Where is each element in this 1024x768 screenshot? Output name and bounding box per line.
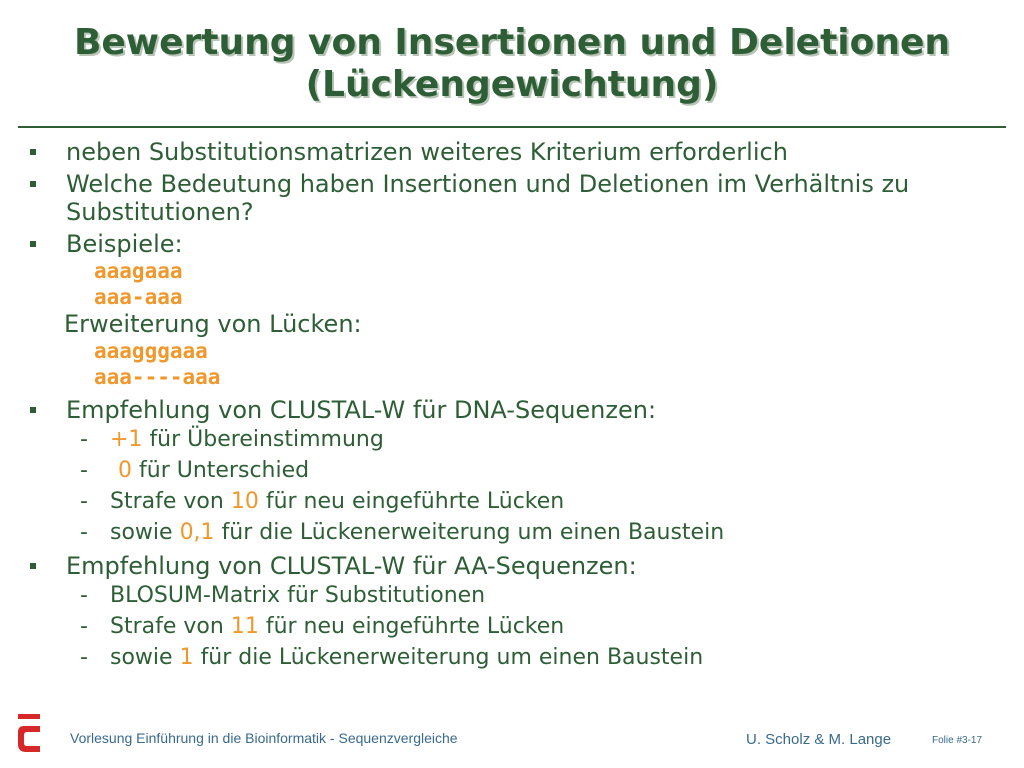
bullet-2: Welche Bedeutung haben Insertionen und Deletionen im Verhältnis zu Substitutionen? [30, 170, 990, 226]
dna-match-item: - +1 für Übereinstimmung [80, 427, 384, 452]
bullet-square-icon [30, 149, 36, 155]
bullet-5: Empfehlung von CLUSTAL-W für AA-Sequenzen: [30, 552, 990, 580]
bullet-square-icon [30, 563, 36, 569]
bullet-square-icon [30, 407, 36, 413]
aa-gap-open-item: - Strafe von 11 für neu eingeführte Lücken [80, 614, 565, 639]
code-example-4: aaa----aaa [94, 365, 221, 389]
slide-title [0, 22, 1024, 106]
aa-matrix-item: - BLOSUM-Matrix für Substitutionen [80, 583, 486, 608]
bullet-4: Empfehlung von CLUSTAL-W für DNA-Sequenzen: [30, 396, 990, 424]
university-logo-icon [16, 714, 42, 754]
bullet-3: Beispiele: [30, 230, 990, 258]
footer-authors: U. Scholz & M. Lange [746, 731, 892, 748]
footer-slide-number: Folie #3-17 [932, 735, 983, 746]
slide-title-line2: (Lückengewichtung) [305, 64, 719, 105]
slide-title-line1: Bewertung von Insertionen und Deletionen [73, 22, 951, 63]
bullet-square-icon [30, 241, 36, 247]
aa-gap-extend-item: - sowie 1 für die Lückenerweiterung um einen Baustein [80, 645, 704, 670]
extension-label: Erweiterung von Lücken: [64, 310, 362, 338]
footer-course: Vorlesung Einführung in die Bioinformatik - Sequenzvergleiche [70, 730, 458, 746]
dna-gap-extend-item: - sowie 0,1 für die Lückenerweiterung um einen Baustein [80, 520, 725, 545]
code-example-2: aaa-aaa [94, 285, 183, 309]
code-example-3: aaagggaaa [94, 339, 208, 363]
dna-gap-open-item: - Strafe von 10 für neu eingeführte Lücken [80, 489, 565, 514]
bullet-square-icon [30, 181, 36, 187]
bullet-1: neben Substitutionsmatrizen weiteres Kriterium erforderlich [30, 138, 990, 166]
title-divider [18, 126, 1006, 128]
slide-body [30, 138, 990, 673]
dna-mismatch-item: - 0 für Unterschied [80, 458, 310, 483]
code-example-1: aaagaaa [94, 259, 183, 283]
